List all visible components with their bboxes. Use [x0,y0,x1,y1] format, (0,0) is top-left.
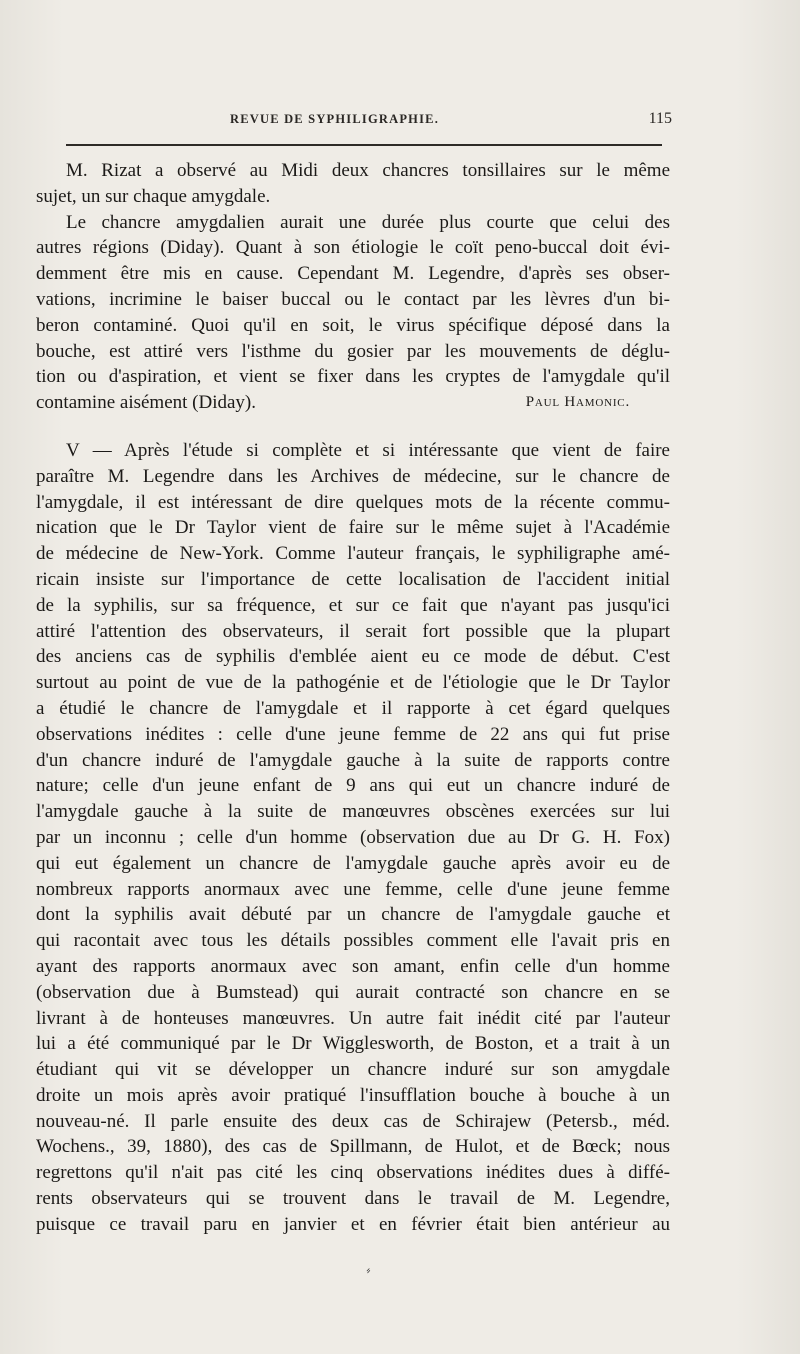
text-line: de médecine de New-York. Comme l'auteur français, le syphiligraphe amé- [36,543,670,565]
page-number: 115 [648,110,672,127]
text-line: droite un mois après avoir pratiqué l'insufflation bouche à bouche à un [36,1084,670,1106]
text-line: attiré l'attention des observateurs, il serait fort possible que la plupart [36,620,670,642]
text-line: l'amygdale, il est intéressant de dire quelques mots de la récente commu- [36,491,670,513]
text-line: nouveau-né. Il parle ensuite des deux cas de Schirajew (Petersb., méd. [36,1110,670,1132]
page-header [60,112,680,132]
paragraph-2 [36,210,670,416]
text-line: ayant des rapports anormaux avec son amant, enfin celle d'un homme [36,955,670,977]
text-line: (observation due à Bumstead) qui aurait contracté son chancre en se [36,981,670,1003]
text-line: regrettons qu'il n'ait pas cité les cinq observations inédites dues à diffé- [36,1162,670,1184]
text-line: V — Après l'étude si complète et si intéressante que vient de faire [66,439,670,461]
text-line: Le chancre amygdalien aurait une durée plus courte que celui des [66,211,670,233]
text-line: dont la syphilis avait débuté par un chancre de l'amygdale gauche et [36,904,670,926]
text-line: bouche, est attiré vers l'isthme du gosier par les mouvements de déglu- [36,340,670,362]
text-line: sujet, un sur chaque amygdale. [36,185,271,207]
text-line: autres régions (Diday). Quant à son étiologie le coït peno-buccal doit évi- [36,237,670,259]
author-signature: Paul Hamonic. [525,394,630,411]
text-line: surtout au point de vue de la pathogénie et de l'étiologie que le Dr Taylor [36,672,670,694]
text-line: contamine aisément (Diday). [36,392,257,414]
text-line: étudiant qui vit se développer un chancre induré sur son amygdale [36,1059,670,1081]
text-line: observations inédites : celle d'une jeune femme de 22 ans qui fut prise [36,723,670,745]
paragraph-gap [36,416,670,438]
running-title: REVUE DE SYPHILIGRAPHIE. [230,112,440,126]
text-line: puisque ce travail paru en janvier et en février était bien antérieur au [36,1213,670,1235]
body-text [36,158,670,1238]
text-line: M. Rizat a observé au Midi deux chancres tonsillaires sur le même [66,160,670,181]
text-line: de la syphilis, sur sa fréquence, et sur ce fait que n'ayant pas jusqu'ici [36,594,670,616]
text-line: d'un chancre induré de l'amygdale gauche à la suite de rapports contre [36,749,670,771]
text-line: paraître M. Legendre dans les Archives de médecine, sur le chancre de [36,465,670,487]
text-line: lui a été communiqué par le Dr Wigglesworth, de Boston, et a trait à un [36,1033,670,1055]
text-line: demment être mis en cause. Cependant M. Legendre, d'après ses obser- [36,263,670,285]
text-line: Wochens., 39, 1880), des cas de Spillmann, de Hulot, et de Bœck; nous [36,1136,670,1158]
header-rule [66,144,662,146]
catchword-mark: ⸗ [363,1262,373,1279]
text-line: des anciens cas de syphilis d'emblée aient eu ce mode de début. C'est [36,646,670,668]
text-line: qui eut également un chancre de l'amygdale gauche après avoir eu de [36,852,670,874]
text-line: tion ou d'aspiration, et vient se fixer dans les cryptes de l'amygdale qu'il [36,366,670,388]
text-line: l'amygdale gauche à la suite de manœuvres obscènes exercées sur lui [36,801,670,823]
text-line: nombreux rapports anormaux avec une femme, celle d'une jeune femme [36,878,670,900]
text-line: nature; celle d'un jeune enfant de 9 ans qui eut un chancre induré de [36,775,670,797]
paragraph-3 [36,438,670,1238]
paragraph-1 [36,158,670,210]
text-line: livrant à de honteuses manœuvres. Un autre fait inédit cité par l'auteur [36,1007,670,1029]
text-line: a étudié le chancre de l'amygdale et il rapporte à cet égard quelques [36,697,670,719]
text-line: ricain insiste sur l'importance de cette localisation de l'accident initial [36,568,670,590]
text-line: nication que le Dr Taylor vient de faire sur le même sujet à l'Académie [36,517,670,539]
text-line: beron contaminé. Quoi qu'il en soit, le virus spécifique déposé dans la [36,314,670,336]
text-line: qui racontait avec tous les détails possibles comment elle l'avait pris en [36,930,670,952]
text-line: vations, incrimine le baiser buccal ou le contact par les lèvres d'un bi- [36,288,670,310]
signature-line [36,390,670,416]
text-line: par un inconnu ; celle d'un homme (observation due au Dr G. H. Fox) [36,826,670,848]
text-line: rents observateurs qui se trouvent dans le travail de M. Legendre, [36,1188,670,1210]
